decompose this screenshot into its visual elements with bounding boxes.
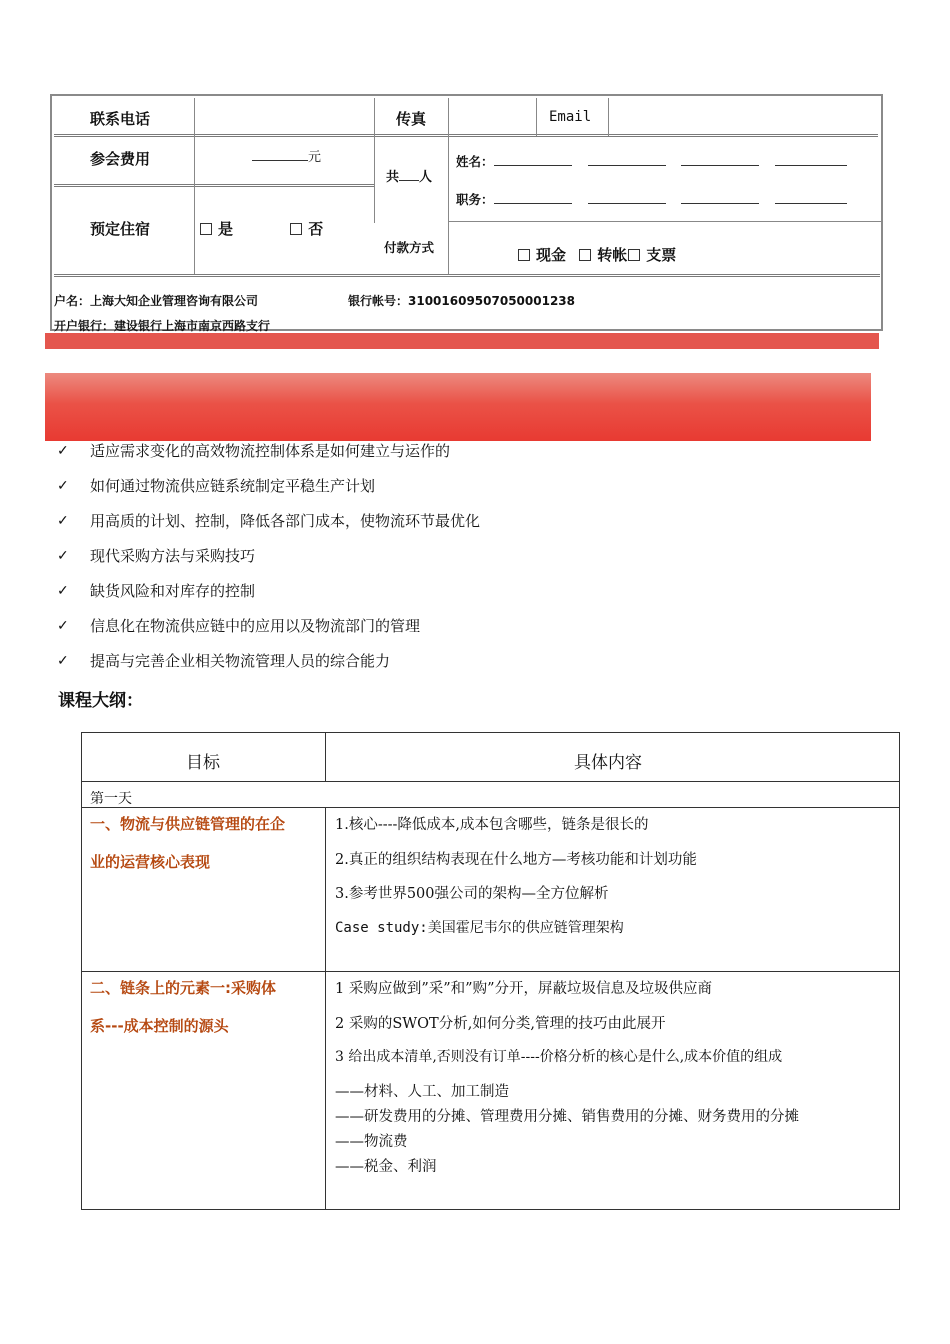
benefits-list (57, 440, 857, 685)
attendee-count: 共 人 (386, 170, 433, 185)
fee-field[interactable] (252, 146, 321, 165)
checkmark-icon: ✓ (57, 618, 69, 634)
hotel-options (200, 218, 323, 239)
hotel-no-option[interactable]: 否 (290, 220, 323, 238)
name-field-4[interactable] (775, 153, 847, 166)
checkbox-icon (200, 223, 212, 235)
day-label: 第一天 (90, 791, 132, 807)
column-header-content: 具体内容 (574, 753, 642, 773)
list-item: ✓ 提高与完善企业相关物流管理人员的综合能力 (57, 652, 391, 670)
name-field-1[interactable] (494, 153, 572, 166)
section-2-item: 2 采购的SWOT分析,如何分类,管理的技巧由此展开 (335, 1016, 666, 1032)
checkmark-icon: ✓ (57, 478, 69, 494)
section-2-item: 1 采购应做到”采”和”购”分开，屏蔽垃圾信息及垃圾供应商 (335, 981, 712, 997)
section-1-item: 1.核心----降低成本,成本包含哪些，链条是很长的 (335, 817, 649, 833)
fee-unit: 元 (308, 150, 322, 165)
payment-transfer-option[interactable]: 转帐 (579, 246, 627, 264)
list-item: ✓ 用高质的计划、控制，降低各部门成本，使物流环节最优化 (57, 512, 481, 530)
section-2-subitem: ——物流费 (335, 1134, 408, 1150)
payment-options (518, 244, 676, 265)
hotel-yes-option[interactable]: 是 (200, 220, 233, 238)
checkbox-icon (290, 223, 302, 235)
checkmark-icon: ✓ (57, 443, 69, 459)
title-field-3[interactable] (681, 191, 759, 204)
account-name: 户名：上海大知企业管理咨询有限公司 (54, 294, 259, 308)
outline-title: 课程大纲： (58, 691, 143, 711)
fee-label: 参会费用 (90, 150, 151, 168)
section-1-case-study: Case study:美国霍尼韦尔的供应链管理架构 (335, 920, 624, 936)
checkbox-icon (628, 249, 640, 261)
checkbox-icon (579, 249, 591, 261)
checkmark-icon: ✓ (57, 583, 69, 599)
section-2-title: 二、链条上的元素一:采购体 (90, 979, 276, 997)
name-label: 姓名： (456, 154, 494, 169)
section-1-title-cont: 业的运营核心表现 (90, 853, 211, 871)
payment-cash-option[interactable]: 现金 (518, 246, 566, 264)
title-label: 职务： (456, 192, 494, 207)
checkmark-icon: ✓ (57, 513, 69, 529)
section-2-item: 3 给出成本清单,否则没有订单----价格分析的核心是什么,成本价值的组成 (335, 1049, 783, 1065)
red-divider-bar (45, 333, 879, 349)
email-field[interactable] (612, 100, 876, 132)
checkmark-icon: ✓ (57, 653, 69, 669)
checkbox-icon (518, 249, 530, 261)
attendee-count-field[interactable] (399, 168, 419, 181)
section-2-subitem: ——税金、利润 (335, 1159, 437, 1175)
section-1-item: 3.参考世界500强公司的架构—全方位解析 (335, 886, 609, 902)
list-item: ✓ 缺货风险和对库存的控制 (57, 582, 256, 600)
payment-check-option[interactable]: 支票 (627, 246, 676, 264)
section-2-subitem: ——材料、人工、加工制造 (335, 1084, 509, 1100)
list-item: ✓ 现代采购方法与采购技巧 (57, 547, 256, 565)
attendee-titles-row (456, 190, 847, 208)
registration-form (50, 94, 883, 331)
section-2-title-cont: 系---成本控制的源头 (90, 1017, 229, 1035)
title-field-2[interactable] (588, 191, 666, 204)
list-item: ✓ 适应需求变化的高效物流控制体系是如何建立与运作的 (57, 442, 451, 460)
hotel-label: 预定住宿 (90, 220, 151, 238)
attendee-names-row (456, 152, 847, 170)
list-item: ✓ 信息化在物流供应链中的应用以及物流部门的管理 (57, 617, 421, 635)
phone-label: 联系电话 (90, 110, 151, 128)
bank-account: 银行帐号：31001609507050001238 (348, 294, 575, 308)
list-item: ✓ 如何通过物流供应链系统制定平稳生产计划 (57, 477, 376, 495)
red-section-header-bar (45, 373, 871, 441)
outline-table (81, 732, 900, 1210)
fax-label: 传真 (396, 110, 427, 128)
fax-field[interactable] (452, 100, 532, 132)
section-1-item: 2.真正的组织结构表现在什么地方—考核功能和计划功能 (335, 852, 697, 868)
title-field-4[interactable] (775, 191, 847, 204)
title-field-1[interactable] (494, 191, 572, 204)
name-field-3[interactable] (681, 153, 759, 166)
section-1-title: 一、物流与供应链管理的在企 (90, 815, 286, 833)
column-header-goal: 目标 (186, 753, 220, 773)
section-2-subitem: ——研发费用的分摊、管理费用分摊、销售费用的分摊、财务费用的分摊 (335, 1109, 799, 1125)
name-field-2[interactable] (588, 153, 666, 166)
payment-label: 付款方式 (384, 240, 435, 255)
checkmark-icon: ✓ (57, 548, 69, 564)
email-label: Email (549, 109, 592, 125)
bank-branch: 开户银行：建设银行上海市南京西路支行 (54, 319, 271, 333)
phone-field[interactable] (198, 100, 370, 132)
